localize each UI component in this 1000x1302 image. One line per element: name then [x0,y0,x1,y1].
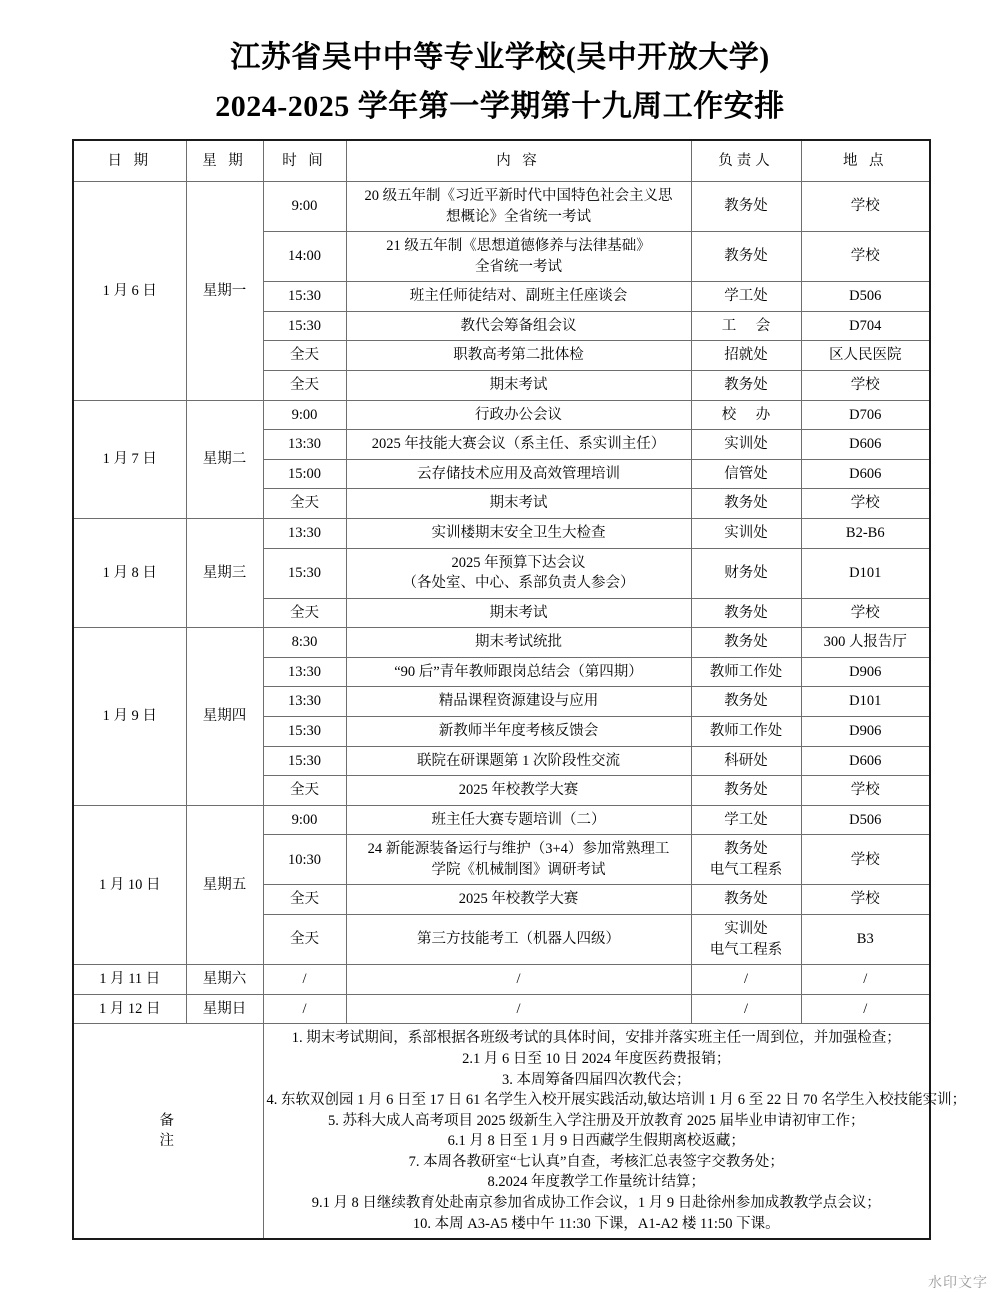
owner-line: 科研处 [724,752,768,769]
cell-content [346,341,691,371]
cell-time: 15:30 [263,282,346,312]
owner-line: 教务处 [724,198,768,215]
cell-content [346,628,691,658]
watermark: 水印文字 [928,1276,988,1291]
owner-line: 教务处 [724,841,768,858]
content-line: / [516,971,521,988]
owner-line: 教师工作处 [709,663,783,680]
cell-content [346,430,691,460]
cell-place: D101 [801,548,930,598]
table-row [73,400,930,430]
owner-line: 教务处 [724,693,768,710]
cell-owner [691,835,801,885]
column-header-date: 日 期 [73,140,186,182]
cell-content [346,489,691,519]
note-item: 9.1 月 8 日继续教育处赴南京参加省成协工作会议，1 月 9 日赴徐州参加成教教学点会议； [311,1194,881,1211]
column-header-content: 内 容 [346,140,691,182]
cell-owner [691,716,801,746]
content-line: / [516,1000,521,1017]
notes-row [73,1024,930,1239]
cell-time: 全天 [263,915,346,965]
notes-body [263,1024,967,1239]
cell-place: 学校 [801,776,930,806]
cell-date: 1 月 9 日 [73,628,186,805]
cell-owner [691,459,801,489]
cell-date: 1 月 8 日 [73,518,186,627]
content-line: 新教师半年度考核反馈会 [438,722,599,739]
note-item: 5. 苏科大成人高考项目 2025 级新生入学注册及开放教育 2025 届毕业申请初审工作； [328,1112,865,1129]
cell-content [346,835,691,885]
content-line: 第三方技能考工（机器人四级） [417,931,620,948]
cell-content [346,400,691,430]
cell-time: 全天 [263,598,346,628]
cell-owner [691,965,801,995]
owner-line: 招就处 [724,347,768,364]
cell-content [346,371,691,401]
cell-time: 全天 [263,776,346,806]
cell-content [346,965,691,995]
cell-content [346,776,691,806]
cell-time: 15:30 [263,716,346,746]
table-row [73,994,930,1024]
column-header-time: 时 间 [263,140,346,182]
table-header [73,140,930,182]
cell-place: 300 人报告厅 [801,628,930,658]
cell-time: 全天 [263,341,346,371]
note-item: 10. 本周 A3-A5 楼中午 11:30 下课，A1-A2 楼 11:50 下课。 [412,1215,780,1232]
content-line: 行政办公会议 [475,406,562,423]
cell-owner [691,915,801,965]
table-row [73,182,930,232]
owner-line: / [743,971,749,988]
cell-date: 1 月 6 日 [73,182,186,401]
cell-owner [691,657,801,687]
cell-place: 学校 [801,835,930,885]
content-line: 24 新能源装备运行与维护（3+4）参加常熟理工 [367,841,670,858]
note-item: 3. 本周筹备四届四次教代会； [502,1071,691,1088]
owner-line: 信管处 [724,465,768,482]
owner-line: 教务处 [724,377,768,394]
owner-line: 教师工作处 [709,722,783,739]
cell-owner [691,489,801,519]
owner-line: / [743,1000,749,1017]
cell-content [346,311,691,341]
cell-time: 9:00 [263,400,346,430]
cell-content [346,282,691,312]
cell-time: / [263,965,346,995]
cell-time: 8:30 [263,628,346,658]
owner-line: 教务处 [724,495,768,512]
content-line: 全省统一考试 [475,258,562,275]
cell-owner [691,776,801,806]
cell-place: D506 [801,805,930,835]
cell-place: / [801,994,930,1024]
cell-time: 13:30 [263,687,346,717]
owner-line: 校 办 [721,406,779,423]
cell-place: D906 [801,657,930,687]
column-header-owner: 负责人 [691,140,801,182]
cell-place: B3 [801,915,930,965]
content-line: 教代会筹备组会议 [460,317,577,334]
content-line: 2025 年技能大赛会议（系主任、系实训主任） [371,436,666,453]
schedule-table-container [72,139,967,1240]
cell-place: D906 [801,716,930,746]
cell-weekday: 星期二 [186,400,263,518]
note-item: 7. 本周各教研室“七认真”自查，考核汇总表签字交教务处； [408,1153,784,1170]
cell-owner [691,371,801,401]
owner-line: 学工处 [724,288,768,305]
content-line: 想概论》全省统一考试 [446,208,591,225]
table-row [73,518,930,548]
content-line: （各处室、中心、系部负责人参会） [402,575,635,592]
cell-weekday: 星期三 [186,518,263,627]
cell-time: 9:00 [263,182,346,232]
content-line: “90 后”青年教师跟岗总结会（第四期） [394,663,643,680]
cell-content [346,459,691,489]
cell-place: 学校 [801,489,930,519]
note-item: 4. 东软双创园 1 月 6 日至 17 日 61 名学生入校开展实践活动,敏达培训 1 月 6 至 22 日 70 名学生入校技能实训； [266,1092,967,1109]
cell-date: 1 月 12 日 [73,994,186,1024]
cell-time: 14:00 [263,232,346,282]
cell-owner [691,628,801,658]
table-row [73,628,930,658]
cell-content [346,182,691,232]
page-subtitle: 2024-2025 学年第一学期第十九周工作安排 [215,89,785,123]
cell-time: 10:30 [263,835,346,885]
cell-weekday: 星期四 [186,628,263,805]
table-row [73,805,930,835]
cell-owner [691,341,801,371]
cell-time: 15:30 [263,548,346,598]
cell-place: D706 [801,400,930,430]
cell-place: D606 [801,430,930,460]
content-line: 期末考试 [489,495,548,512]
cell-time: 15:00 [263,459,346,489]
cell-content [346,885,691,915]
content-line: 职教高考第二批体检 [453,347,584,364]
content-line: 学院《机械制图》调研考试 [431,861,606,878]
cell-content [346,915,691,965]
note-item: 6.1 月 8 日至 1 月 9 日西藏学生假期离校返藏； [447,1133,745,1150]
cell-time: / [263,994,346,1024]
content-line: 2025 年预算下达会议 [451,554,586,571]
cell-place: / [801,965,930,995]
content-line: 20 级五年制《习近平新时代中国特色社会主义思 [364,188,673,204]
cell-weekday: 星期一 [186,182,263,401]
cell-time: 13:30 [263,657,346,687]
owner-line: 学工处 [724,811,768,828]
cell-content [346,716,691,746]
document-title-block [0,0,1000,127]
cell-owner [691,311,801,341]
cell-place: 学校 [801,182,930,232]
content-line: 2025 年校教学大赛 [458,891,579,908]
cell-weekday: 星期日 [186,994,263,1024]
cell-content [346,746,691,776]
cell-place: D606 [801,746,930,776]
cell-content [346,805,691,835]
notes-label [73,1024,263,1239]
owner-line: 教务处 [724,248,768,265]
cell-weekday: 星期五 [186,805,263,964]
cell-content [346,548,691,598]
owner-line: 教务处 [724,634,768,651]
cell-owner [691,518,801,548]
content-line: 期末考试 [489,604,548,621]
content-line: 班主任大赛专题培训（二） [431,811,606,828]
cell-owner [691,232,801,282]
cell-time: 全天 [263,885,346,915]
cell-owner [691,430,801,460]
content-line: 云存储技术应用及高效管理培训 [417,465,620,482]
cell-place: B2-B6 [801,518,930,548]
owner-line: 财务处 [724,564,768,581]
cell-time: 13:30 [263,518,346,548]
owner-line: 教务处 [724,891,768,908]
cell-date: 1 月 7 日 [73,400,186,518]
cell-place: 学校 [801,232,930,282]
content-line: 实训楼期末安全卫生大检查 [431,524,606,541]
note-item: 8.2024 年度教学工作量统计结算； [487,1174,705,1191]
schedule-table [72,139,967,1240]
cell-owner [691,548,801,598]
cell-place: 学校 [801,598,930,628]
cell-owner [691,182,801,232]
cell-time: 15:30 [263,311,346,341]
cell-weekday: 星期六 [186,965,263,995]
cell-place: D704 [801,311,930,341]
owner-line: 工 会 [721,317,779,334]
cell-time: 9:00 [263,805,346,835]
cell-time: 全天 [263,371,346,401]
cell-place: 学校 [801,885,930,915]
owner-line: 实训处 [724,436,768,453]
cell-content [346,232,691,282]
content-line: 21 级五年制《思想道德修养与法律基础》 [386,238,651,255]
cell-content [346,687,691,717]
content-line: 2025 年校教学大赛 [458,782,579,799]
cell-place: D101 [801,687,930,717]
notes-label-line: 注 [159,1133,177,1150]
cell-owner [691,598,801,628]
owner-line: 教务处 [724,604,768,621]
owner-line: 电气工程系 [709,941,783,958]
column-header-weekday: 星 期 [186,140,263,182]
cell-place: 区人民医院 [801,341,930,371]
owner-line: 实训处 [724,921,768,938]
owner-line: 实训处 [724,524,768,541]
notes-label-line: 备 [159,1112,177,1129]
cell-owner [691,746,801,776]
page-title: 江苏省吴中中等专业学校(吴中开放大学) [230,41,770,74]
cell-time: 全天 [263,489,346,519]
cell-content [346,657,691,687]
content-line: 期末考试 [489,377,548,394]
content-line: 班主任师徒结对、副班主任座谈会 [409,288,628,305]
table-body [73,182,967,1240]
content-line: 精品课程资源建设与应用 [438,693,599,710]
cell-time: 13:30 [263,430,346,460]
cell-owner [691,687,801,717]
content-line: 期末考试统批 [475,634,562,651]
note-item: 1. 期末考试期间，系部根据各班级考试的具体时间，安排并落实班主任一周到位，并加强检查； [291,1030,901,1047]
cell-owner [691,805,801,835]
cell-place: D506 [801,282,930,312]
table-row [73,965,930,995]
cell-time: 15:30 [263,746,346,776]
cell-owner [691,994,801,1024]
content-line: 联院在研课题第 1 次阶段性交流 [417,752,620,769]
owner-line: 教务处 [724,782,768,799]
cell-place: 学校 [801,371,930,401]
cell-place: D606 [801,459,930,489]
owner-line: 电气工程系 [709,861,783,878]
cell-content [346,994,691,1024]
cell-owner [691,885,801,915]
cell-date: 1 月 10 日 [73,805,186,964]
cell-owner [691,282,801,312]
cell-content [346,598,691,628]
cell-content [346,518,691,548]
cell-date: 1 月 11 日 [73,965,186,995]
table-header-row [73,140,930,182]
note-item: 2.1 月 6 日至 10 日 2024 年度医药费报销； [462,1050,731,1067]
column-header-place: 地 点 [801,140,930,182]
cell-owner [691,400,801,430]
